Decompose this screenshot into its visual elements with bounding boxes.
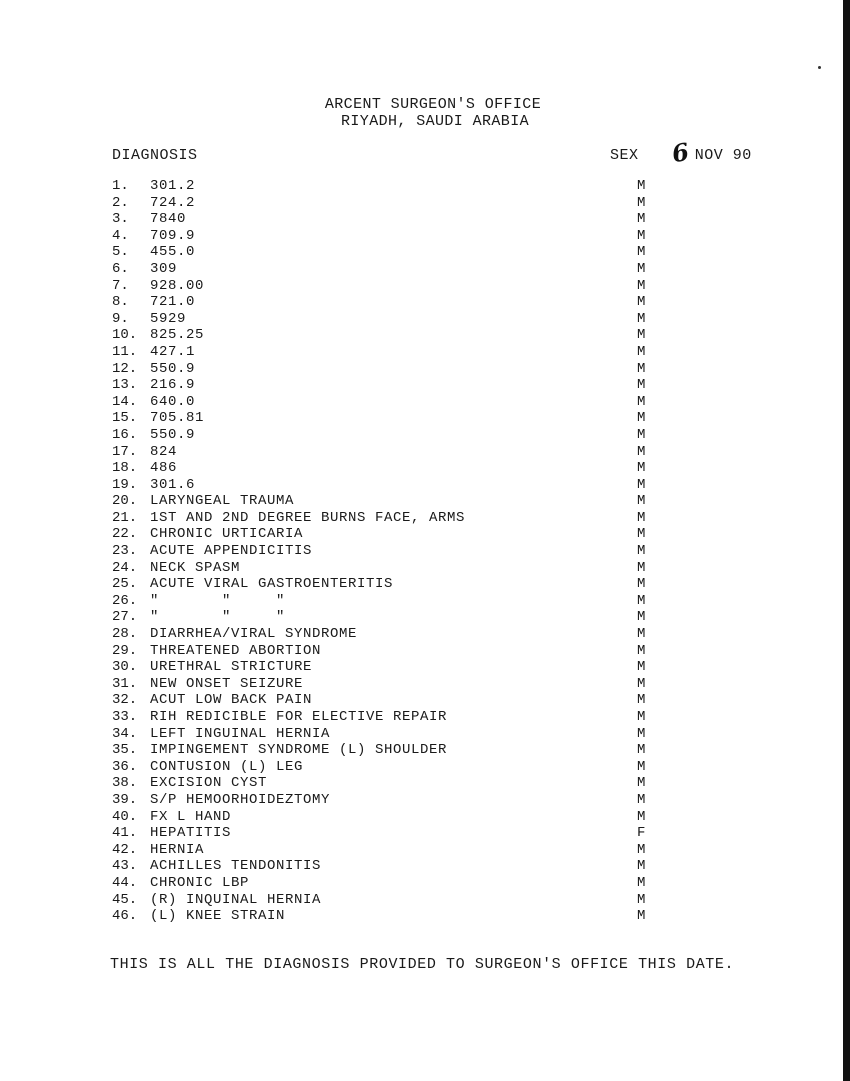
list-item [112,377,672,394]
diagnosis-text: URETHRAL STRICTURE [150,659,313,676]
diagnosis-text: (R) INQUINAL HERNIA [150,891,322,908]
list-item [112,244,672,261]
sex-value: M [637,908,646,925]
item-number: 34. [112,725,138,742]
item-number: 46. [112,908,138,925]
sex-value: M [637,626,646,643]
list-item [112,676,672,693]
list-item [112,709,672,726]
sex-value: M [637,178,646,194]
item-number: 39. [112,791,138,808]
sex-value: M [637,874,646,891]
sex-value: M [637,294,646,311]
diagnosis-text: FX L HAND [150,808,232,825]
item-number: 42. [112,841,138,858]
list-item [112,178,672,195]
item-number: 44. [112,874,138,891]
sex-value: M [637,675,646,692]
diagnosis-text: 721.0 [150,294,196,311]
diagnosis-text: THREATENED ABORTION [150,642,322,659]
diagnosis-text: (L) KNEE STRAIN [150,908,286,925]
sex-value: M [637,576,646,593]
item-number: 3. [112,211,129,228]
sex-value: M [637,742,646,759]
sex-value: M [637,775,646,792]
list-item [112,327,672,344]
sex-value: M [637,592,646,609]
sex-value: M [637,410,646,427]
diagnosis-text: 7840 [150,211,187,228]
item-number: 18. [112,460,138,477]
item-number: 23. [112,543,138,560]
list-item [112,344,672,361]
list-item [112,278,672,295]
item-number: 41. [112,825,138,842]
list-item [112,493,672,510]
sex-value: M [637,227,646,244]
sex-value: M [637,327,646,344]
sex-value: M [637,277,646,294]
date-month-year: NOV 90 [694,147,752,164]
office-location: RIYADH, SAUDI ARABIA [340,113,530,130]
diagnosis-text: HERNIA [150,841,205,858]
sex-value: M [637,244,646,261]
report-date [669,136,752,169]
list-item [112,543,672,560]
diagnosis-text: ACUTE APPENDICITIS [150,543,313,560]
diagnosis-text: 550.9 [150,426,196,443]
sex-value: M [637,343,646,360]
item-number: 40. [112,808,138,825]
item-number: 28. [112,626,138,643]
diagnosis-text: RIH REDICIBLE FOR ELECTIVE REPAIR [150,709,448,725]
list-item [112,659,672,676]
diagnosis-text: LEFT INGUINAL HERNIA [150,725,331,742]
diagnosis-text: CHRONIC URTICARIA [150,526,304,543]
diagnosis-text: 724.2 [150,194,196,211]
item-number: 22. [112,526,138,543]
list-item [112,261,672,278]
diagnosis-text: " " " [150,609,286,626]
list-item [112,394,672,411]
diagnosis-text: 455.0 [150,244,196,261]
diagnosis-text: S/P HEMOORHOIDEZTOMY [150,791,331,808]
list-item [112,410,672,427]
sex-value: M [637,808,646,825]
sex-value: M [637,891,646,908]
diagnosis-list [112,178,672,925]
diagnosis-text: 427.1 [150,343,196,360]
list-item [112,692,672,709]
item-number: 10. [112,327,138,344]
list-item [112,311,672,328]
diagnosis-text: 1ST AND 2ND DEGREE BURNS FACE, ARMS [150,509,466,526]
sex-value: M [637,725,646,742]
item-number: 30. [112,659,138,676]
item-number: 20. [112,493,138,510]
list-item [112,643,672,660]
item-number: 14. [112,393,138,410]
list-item [112,908,672,925]
item-number: 25. [112,576,138,593]
diagnosis-text: CONTUSION (L) LEG [150,758,304,775]
list-item [112,792,672,809]
sex-value: M [637,460,646,477]
sex-column-header: SEX [610,147,639,164]
sex-value: M [637,443,646,460]
item-number: 2. [112,194,129,211]
item-number: 38. [112,775,138,792]
diagnosis-text: ACUTE VIRAL GASTROENTERITIS [150,576,394,593]
diagnosis-text: LARYNGEAL TRAUMA [150,493,295,510]
sex-value: M [637,609,646,626]
item-number: 31. [112,675,138,692]
item-number: 29. [112,642,138,659]
sex-value: M [637,692,646,709]
footer-statement: THIS IS ALL THE DIAGNOSIS PROVIDED TO SURGEON'S OFFICE THIS DATE. [110,956,735,973]
sex-value: M [637,841,646,858]
handwritten-day: 6 [669,136,692,169]
sex-value: M [637,559,646,576]
list-item [112,427,672,444]
diagnosis-text: ACHILLES TENDONITIS [150,858,322,875]
diagnosis-text: 709.9 [150,227,196,244]
sex-value: M [637,709,646,725]
diagnosis-text: 301.6 [150,476,196,493]
item-number: 27. [112,609,138,626]
diagnosis-text: EXCISION CYST [150,775,268,792]
item-number: 26. [112,592,138,609]
list-item [112,510,672,527]
item-number: 6. [112,260,129,277]
diagnosis-text: 705.81 [150,410,205,427]
list-item [112,228,672,245]
diagnosis-text: CHRONIC LBP [150,874,250,891]
item-number: 11. [112,343,138,360]
list-item [112,560,672,577]
sex-value: M [637,377,646,394]
item-number: 1. [112,178,129,194]
item-number: 36. [112,758,138,775]
item-number: 16. [112,426,138,443]
item-number: 35. [112,742,138,759]
sex-value: M [637,791,646,808]
item-number: 21. [112,509,138,526]
sex-value: M [637,260,646,277]
office-title: ARCENT SURGEON'S OFFICE [324,96,542,113]
item-number: 15. [112,410,138,427]
diagnosis-text: DIARRHEA/VIRAL SYNDROME [150,626,358,643]
scan-edge-bar [843,0,850,1081]
list-item [112,809,672,826]
diagnosis-text: 486 [150,460,178,477]
diagnosis-text: 550.9 [150,360,196,377]
diagnosis-text: 301.2 [150,178,196,194]
diagnosis-text: IMPINGEMENT SYNDROME (L) SHOULDER [150,742,448,759]
item-number: 12. [112,360,138,377]
sex-value: M [637,509,646,526]
item-number: 19. [112,476,138,493]
item-number: 13. [112,377,138,394]
list-item [112,726,672,743]
sex-value: M [637,642,646,659]
diagnosis-text: NECK SPASM [150,559,241,576]
sex-value: M [637,493,646,510]
diagnosis-text: ACUT LOW BACK PAIN [150,692,313,709]
item-number: 8. [112,294,129,311]
list-item [112,775,672,792]
list-item [112,477,672,494]
sex-value: M [637,194,646,211]
item-number: 24. [112,559,138,576]
list-item [112,842,672,859]
list-item [112,460,672,477]
list-item [112,211,672,228]
sex-value: M [637,858,646,875]
list-item [112,825,672,842]
item-number: 43. [112,858,138,875]
list-item [112,759,672,776]
list-item [112,444,672,461]
diagnosis-column-header: DIAGNOSIS [112,147,198,164]
diagnosis-text: 309 [150,260,178,277]
sex-value: M [637,310,646,327]
list-item [112,593,672,610]
diagnosis-text: 5929 [150,310,187,327]
list-item [112,742,672,759]
item-number: 4. [112,227,129,244]
item-number: 45. [112,891,138,908]
list-item [112,875,672,892]
diagnosis-text: 928.00 [150,277,205,294]
diagnosis-text: 216.9 [150,377,196,394]
diagnosis-text: " " " [150,592,286,609]
item-number: 33. [112,709,138,725]
item-number: 17. [112,443,138,460]
sex-value: F [637,825,646,842]
item-number: 5. [112,244,129,261]
diagnosis-text: NEW ONSET SEIZURE [150,675,304,692]
list-item [112,294,672,311]
list-item [112,576,672,593]
sex-value: M [637,426,646,443]
list-item [112,361,672,378]
list-item [112,858,672,875]
list-item [112,626,672,643]
item-number: 7. [112,277,129,294]
sex-value: M [637,543,646,560]
list-item [112,609,672,626]
list-item [112,892,672,909]
diagnosis-text: 824 [150,443,178,460]
list-item [112,526,672,543]
sex-value: M [637,526,646,543]
sex-value: M [637,360,646,377]
sex-value: M [637,211,646,228]
item-number: 9. [112,310,129,327]
diagnosis-text: 640.0 [150,393,196,410]
diagnosis-text: HEPATITIS [150,825,232,842]
sex-value: M [637,659,646,676]
sex-value: M [637,393,646,410]
item-number: 32. [112,692,138,709]
diagnosis-text: 825.25 [150,327,205,344]
scan-speck [818,66,821,69]
list-item [112,195,672,212]
sex-value: M [637,476,646,493]
sex-value: M [637,758,646,775]
